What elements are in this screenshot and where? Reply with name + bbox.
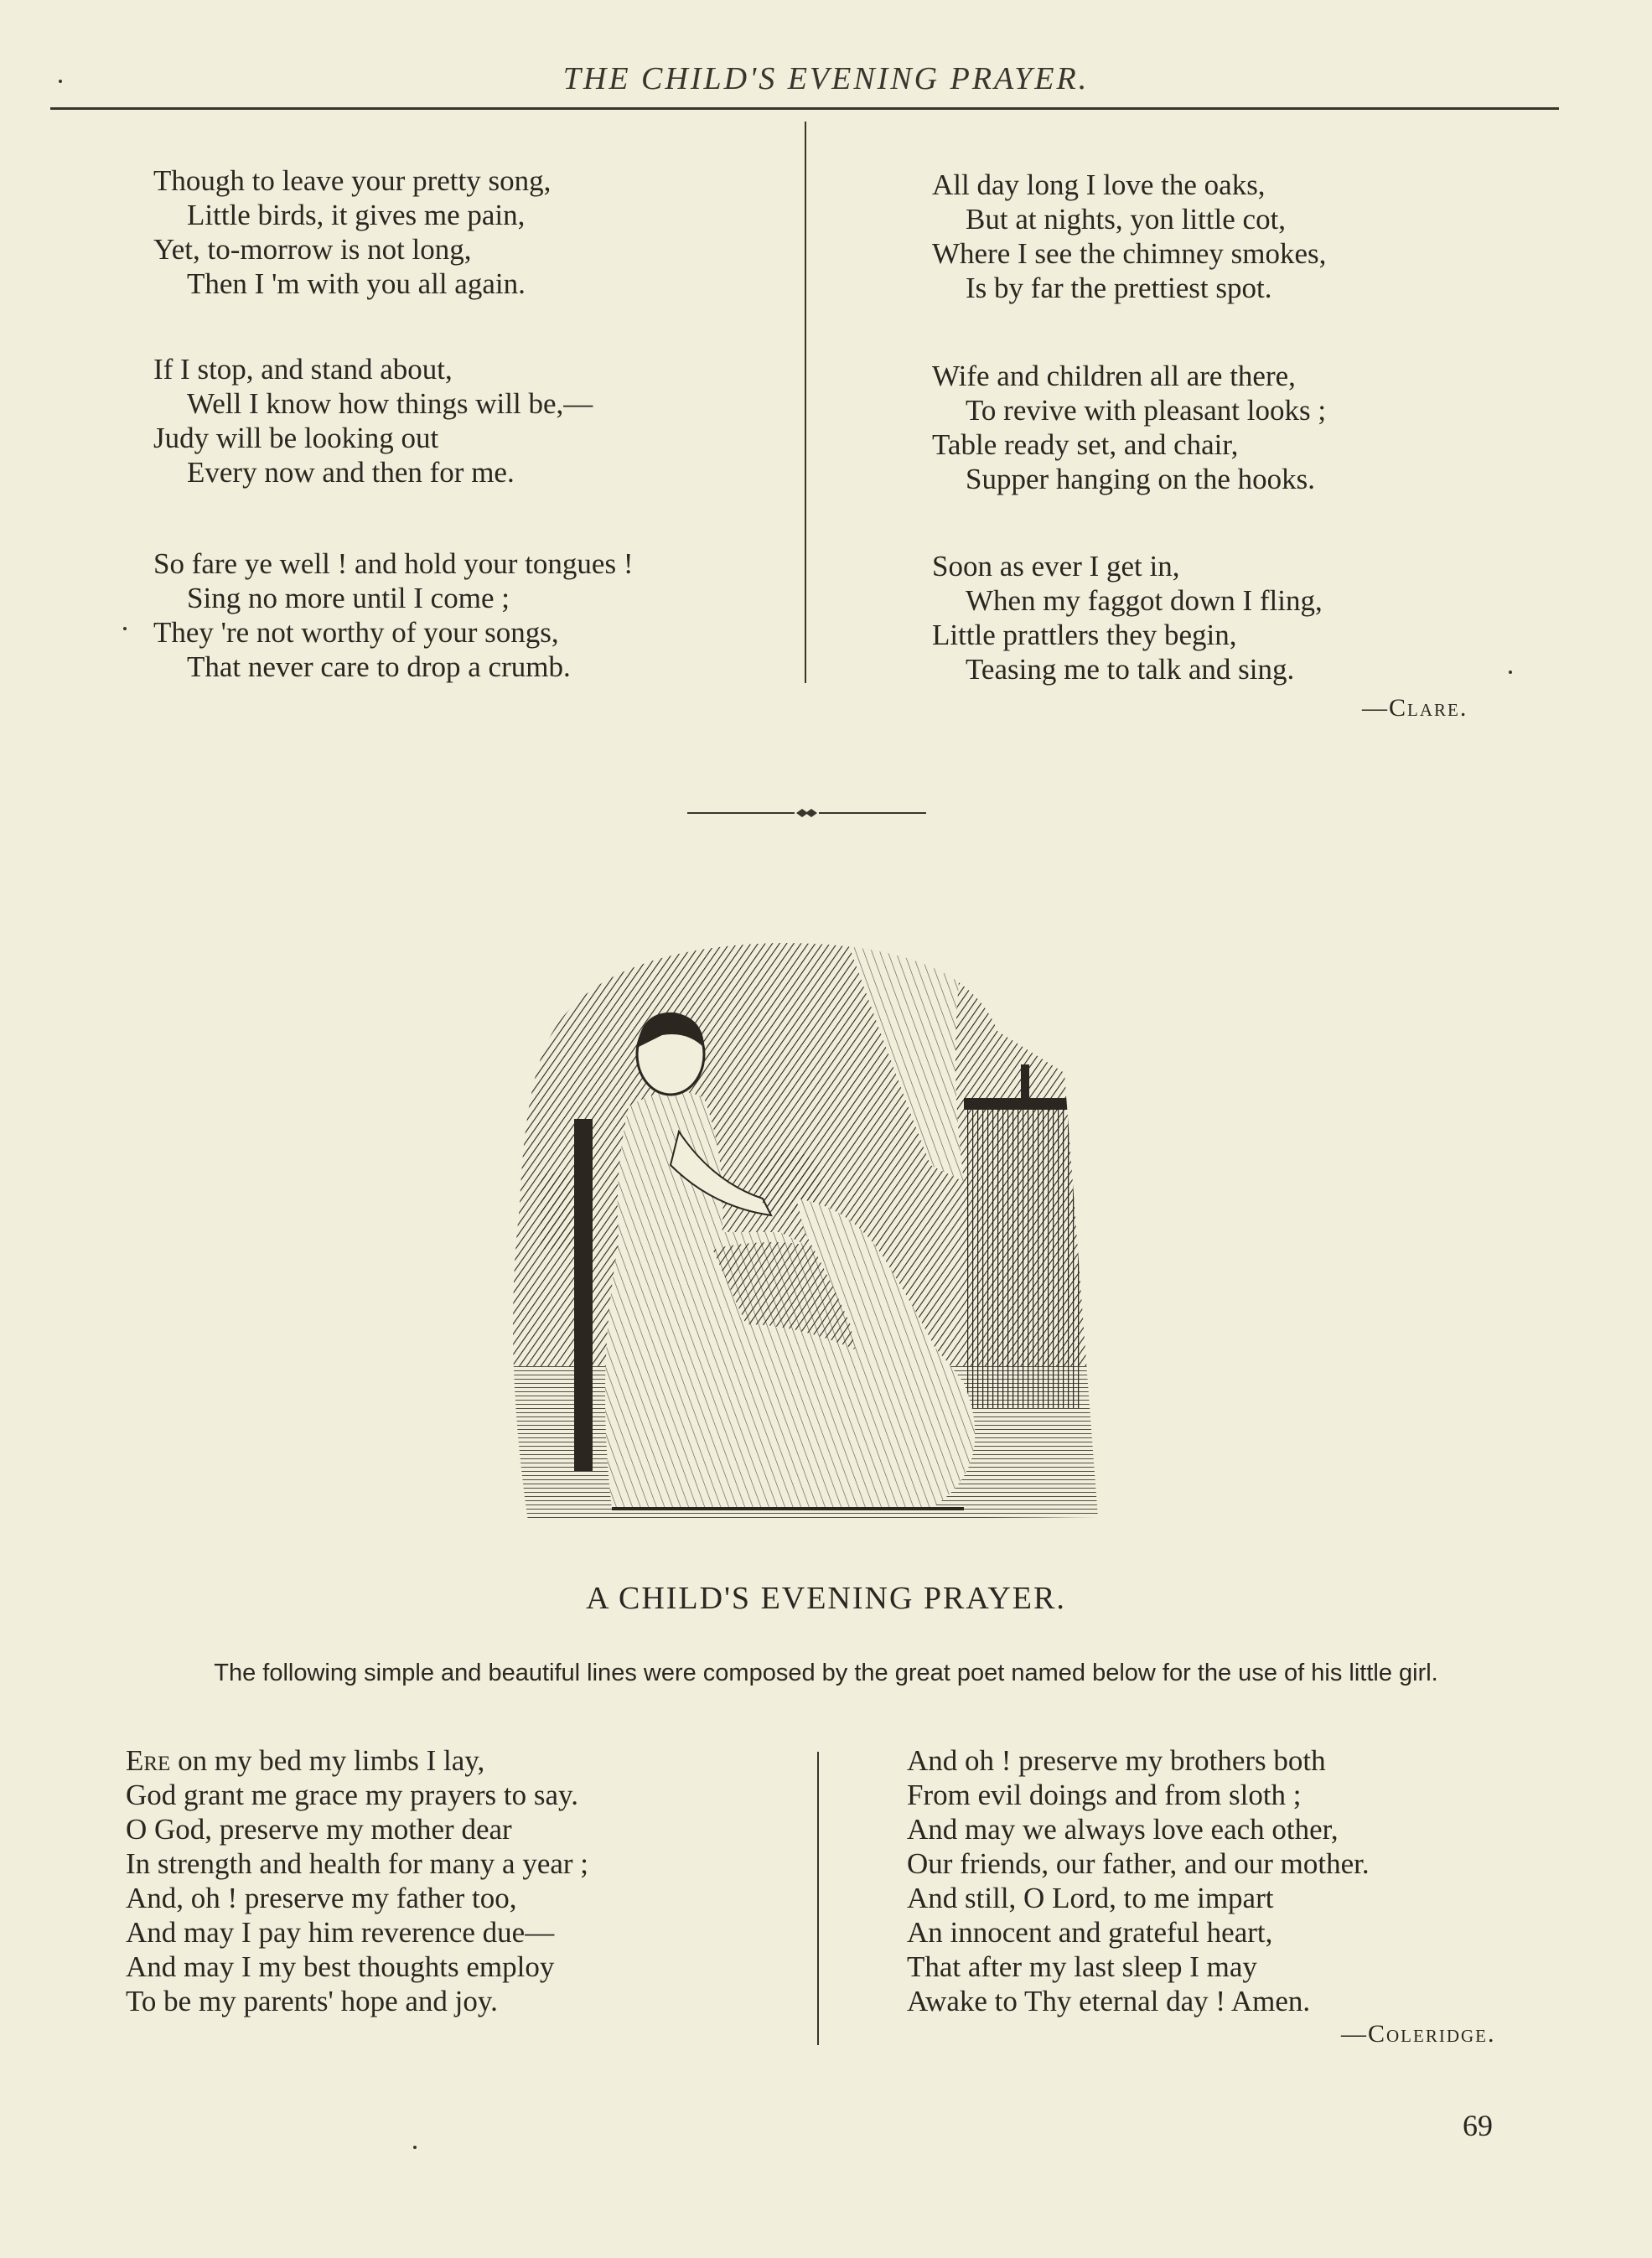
- verse-line: But at nights, yon little cot,: [966, 203, 1287, 236]
- verse-line: Little birds, it gives me pain,: [187, 199, 526, 231]
- verse-line: God grant me grace my prayers to say.: [126, 1779, 579, 1811]
- verse-line: And may we always love each other,: [907, 1813, 1339, 1846]
- poem1-right-stanza-3: [932, 549, 1323, 686]
- verse-line: Our friends, our father, and our mother.: [907, 1847, 1370, 1880]
- poem2-attribution: —Coleridge.: [1341, 2020, 1496, 2048]
- verse-line: Teasing me to talk and sing.: [966, 653, 1295, 686]
- verse-line: And, oh ! preserve my father too,: [126, 1882, 517, 1914]
- verse-line: That never care to drop a crumb.: [187, 650, 571, 683]
- verse-line: Every now and then for me.: [187, 456, 515, 489]
- print-speck: [413, 2146, 417, 2149]
- print-speck: [123, 627, 127, 630]
- page-number: 69: [1463, 2109, 1493, 2142]
- verse-line: Yet, to-morrow is not long,: [153, 233, 472, 266]
- running-title: THE CHILD'S EVENING PRAYER.: [562, 61, 1090, 96]
- verse-line: When my faggot down I fling,: [966, 584, 1323, 617]
- verse-line: And may I pay him reverence due—: [126, 1916, 555, 1949]
- verse-line: That after my last sleep I may: [907, 1950, 1257, 1983]
- verse-line: Is by far the prettiest spot.: [966, 272, 1272, 304]
- verse-line: Though to leave your pretty song,: [153, 164, 552, 197]
- column-rule: [817, 1752, 819, 2045]
- verse-line: Table ready set, and chair,: [932, 428, 1239, 461]
- poem2-right-column: [907, 1743, 1370, 2018]
- verse-line: Supper hanging on the hooks.: [966, 463, 1316, 495]
- poem2-left-column: [126, 1743, 588, 2018]
- verse-line: Sing no more until I come ;: [187, 582, 510, 614]
- verse-line: They 're not worthy of your songs,: [153, 616, 559, 649]
- ornament-divider: [687, 805, 926, 821]
- verse-line: And oh ! preserve my brothers both: [907, 1744, 1326, 1777]
- verse-line: Where I see the chimney smokes,: [932, 237, 1327, 270]
- verse-line: All day long I love the oaks,: [932, 168, 1266, 201]
- verse-line: Soon as ever I get in,: [932, 550, 1180, 583]
- verse-line: Wife and children all are there,: [932, 360, 1296, 392]
- verse-line: Well I know how things will be,—: [187, 387, 593, 420]
- verse-line: In strength and health for many a year ;: [126, 1847, 589, 1880]
- poem1-left-stanza-2: [153, 352, 593, 489]
- verse-line: Little prattlers they begin,: [932, 619, 1237, 651]
- verse-line: [126, 1743, 588, 1778]
- verse-line: If I stop, and stand about,: [153, 353, 453, 386]
- verse-line: To revive with pleasant looks ;: [966, 394, 1327, 427]
- verse-line: Awake to Thy eternal day ! Amen.: [907, 1985, 1311, 2017]
- intro-note: The following simple and beautiful lines were composed by the great poet named below for the use of his little girl.: [214, 1660, 1438, 1686]
- print-speck: [1509, 671, 1512, 674]
- poem1-right-stanza-1: [932, 168, 1326, 305]
- verse-line: To be my parents' hope and joy.: [126, 1985, 498, 2017]
- poem1-left-stanza-3: [153, 546, 634, 684]
- poem1-attribution: —Clare.: [1362, 694, 1468, 722]
- verse-line: So fare ye well ! and hold your tongues !: [153, 547, 634, 580]
- verse-line: And still, O Lord, to me impart: [907, 1882, 1274, 1914]
- poem1-left-stanza-1: [153, 163, 551, 301]
- verse-line: Judy will be looking out: [153, 422, 439, 454]
- verse-line-rest: on my bed my limbs I lay,: [170, 1744, 485, 1777]
- header-rule: [50, 107, 1559, 110]
- verse-line: O God, preserve my mother dear: [126, 1813, 512, 1846]
- column-rule: [805, 122, 806, 683]
- section-title: A CHILD'S EVENING PRAYER.: [586, 1581, 1066, 1616]
- drop-word: Ere: [126, 1744, 171, 1777]
- poem1-right-stanza-2: [932, 359, 1326, 496]
- print-speck: [59, 80, 62, 83]
- verse-line: An innocent and grateful heart,: [907, 1916, 1273, 1949]
- engraving-illustration: [495, 930, 1098, 1525]
- verse-line: And may I my best thoughts employ: [126, 1950, 555, 1983]
- verse-line: From evil doings and from sloth ;: [907, 1779, 1302, 1811]
- verse-line: Then I 'm with you all again.: [187, 267, 526, 300]
